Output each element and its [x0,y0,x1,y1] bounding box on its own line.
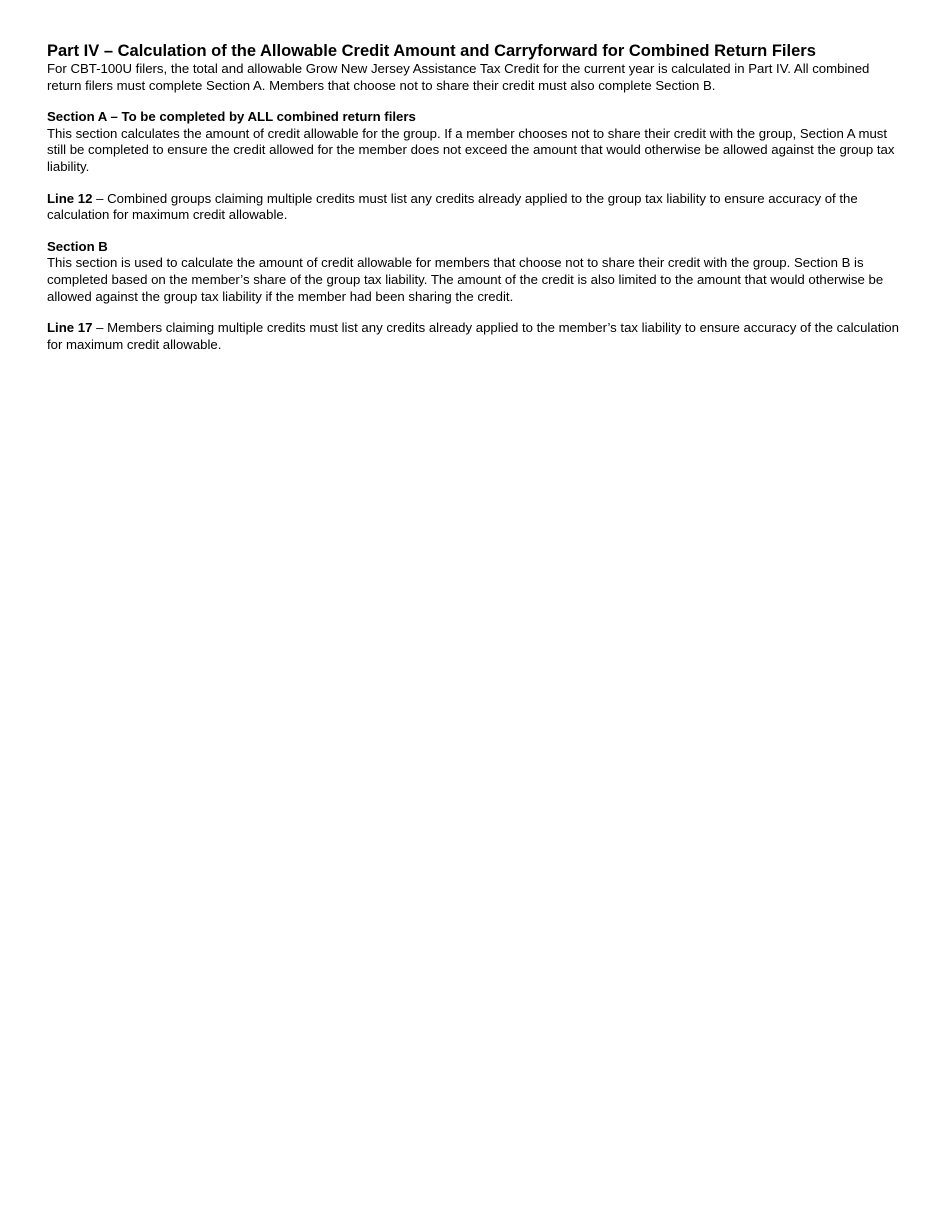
part-iv-intro: For CBT-100U filers, the total and allowable Grow New Jersey Assistance Tax Credit for the current year is calculated in Part IV. All combined return filers must complete Section A. Members that choose not to share their credit must also complete Section B. [47,61,870,93]
spacer [47,176,905,191]
section-b-body: This section is used to calculate the amount of credit allowable for members that choose not to share their credit with the group. Section B is completed based on the member’s share of the group tax liability. The amount of the credit is also limited to the amount that would otherwise be allowed against the group tax liability if the member had been sharing the credit. [47,255,884,304]
line-17-text: – Members claiming multiple credits must list any credits already applied to the member’s tax liability to ensure accuracy of the calculation for maximum credit allowable. [47,320,899,352]
spacer [47,224,905,239]
line-17-label: Line 17 [47,320,93,336]
part-iv-heading: Part IV – Calculation of the Allowable Credit Amount and Carryforward for Combined Return Filers [47,42,816,60]
spacer [47,305,905,320]
spacer [47,94,905,109]
document-page [47,41,905,353]
line-12-label: Line 12 [47,190,93,206]
line-12-paragraph [47,191,905,224]
section-a-heading: Section A – To be completed by ALL combined return filers [47,109,416,125]
section-b-heading: Section B [47,238,108,254]
line-17-paragraph [47,320,905,353]
line-12-text: – Combined groups claiming multiple credits must list any credits already applied to the group tax liability to ensure accuracy of the calculation for maximum credit allowable. [47,190,858,223]
section-a-body: This section calculates the amount of credit allowable for the group. If a member chooses not to share their credit with the group, Section A must still be completed to ensure the credit allowed for the member does not exceed the amount that would otherwise be allowed against the group tax liability. [47,125,895,174]
